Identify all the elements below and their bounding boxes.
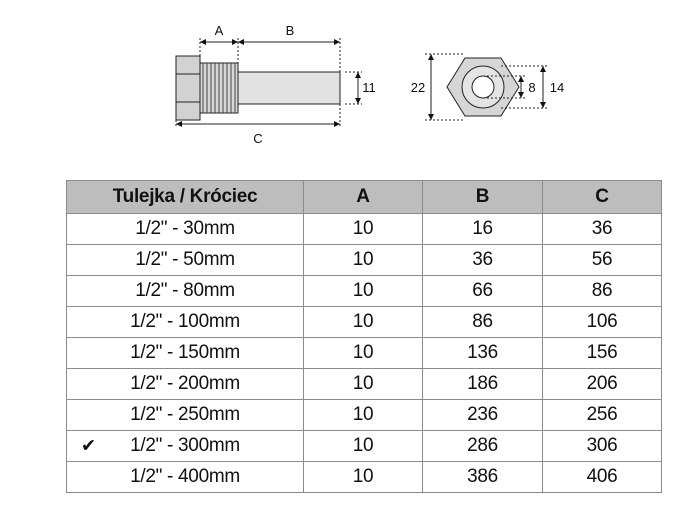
product-name: 1/2" - 300mm <box>130 435 240 456</box>
table-row <box>67 214 662 245</box>
cell-a: 10 <box>304 245 423 276</box>
cell-product <box>67 369 304 400</box>
product-name: 1/2" - 400mm <box>130 466 240 487</box>
product-name: 1/2" - 100mm <box>130 311 240 332</box>
cell-a: 10 <box>304 338 423 369</box>
table-header-row <box>67 181 662 214</box>
cell-c: 256 <box>543 400 662 431</box>
cell-a: 10 <box>304 369 423 400</box>
cell-c: 206 <box>543 369 662 400</box>
cell-product <box>67 245 304 276</box>
side-view <box>176 38 362 128</box>
label-flat-14: 14 <box>549 80 565 95</box>
cell-c: 106 <box>543 307 662 338</box>
cell-a: 10 <box>304 400 423 431</box>
label-height-11: 11 <box>362 80 376 95</box>
cell-product <box>67 462 304 493</box>
table-row <box>67 369 662 400</box>
label-b: B <box>285 23 295 38</box>
cell-product <box>67 276 304 307</box>
cell-c: 156 <box>543 338 662 369</box>
label-outer-22: 22 <box>410 80 426 95</box>
header-a: A <box>304 181 423 214</box>
cell-b: 236 <box>423 400 543 431</box>
cell-product <box>67 338 304 369</box>
label-c: C <box>253 131 263 146</box>
header-c: C <box>543 181 662 214</box>
label-a: A <box>214 23 224 38</box>
cell-b: 136 <box>423 338 543 369</box>
cell-a: 10 <box>304 307 423 338</box>
cell-b: 386 <box>423 462 543 493</box>
cell-b: 286 <box>423 431 543 462</box>
label-inner-8: 8 <box>528 80 536 95</box>
product-name: 1/2" - 80mm <box>135 280 235 301</box>
cell-c: 36 <box>543 214 662 245</box>
cell-a: 10 <box>304 214 423 245</box>
product-name: 1/2" - 30mm <box>135 218 235 239</box>
cell-product <box>67 214 304 245</box>
table-row <box>67 276 662 307</box>
table-row <box>67 245 662 276</box>
table-row <box>67 400 662 431</box>
technical-drawing <box>0 0 700 170</box>
checkmark-icon: ✔ <box>81 435 96 456</box>
cell-c: 86 <box>543 276 662 307</box>
cell-product <box>67 307 304 338</box>
cell-product <box>67 431 304 462</box>
cell-b: 36 <box>423 245 543 276</box>
cell-c: 306 <box>543 431 662 462</box>
table-row <box>67 431 662 462</box>
cell-c: 406 <box>543 462 662 493</box>
dimensions-table <box>66 180 662 493</box>
product-name: 1/2" - 150mm <box>130 342 240 363</box>
product-name: 1/2" - 250mm <box>130 404 240 425</box>
table-row <box>67 338 662 369</box>
cell-b: 186 <box>423 369 543 400</box>
header-b: B <box>423 181 543 214</box>
cell-b: 16 <box>423 214 543 245</box>
product-name: 1/2" - 200mm <box>130 373 240 394</box>
cell-a: 10 <box>304 462 423 493</box>
table-row <box>67 307 662 338</box>
cell-b: 86 <box>423 307 543 338</box>
product-name: 1/2" - 50mm <box>135 249 235 270</box>
header-product: Tulejka / Króciec <box>67 181 304 214</box>
table-row <box>67 462 662 493</box>
cell-a: 10 <box>304 431 423 462</box>
cell-c: 56 <box>543 245 662 276</box>
cell-product <box>67 400 304 431</box>
cell-b: 66 <box>423 276 543 307</box>
cell-a: 10 <box>304 276 423 307</box>
